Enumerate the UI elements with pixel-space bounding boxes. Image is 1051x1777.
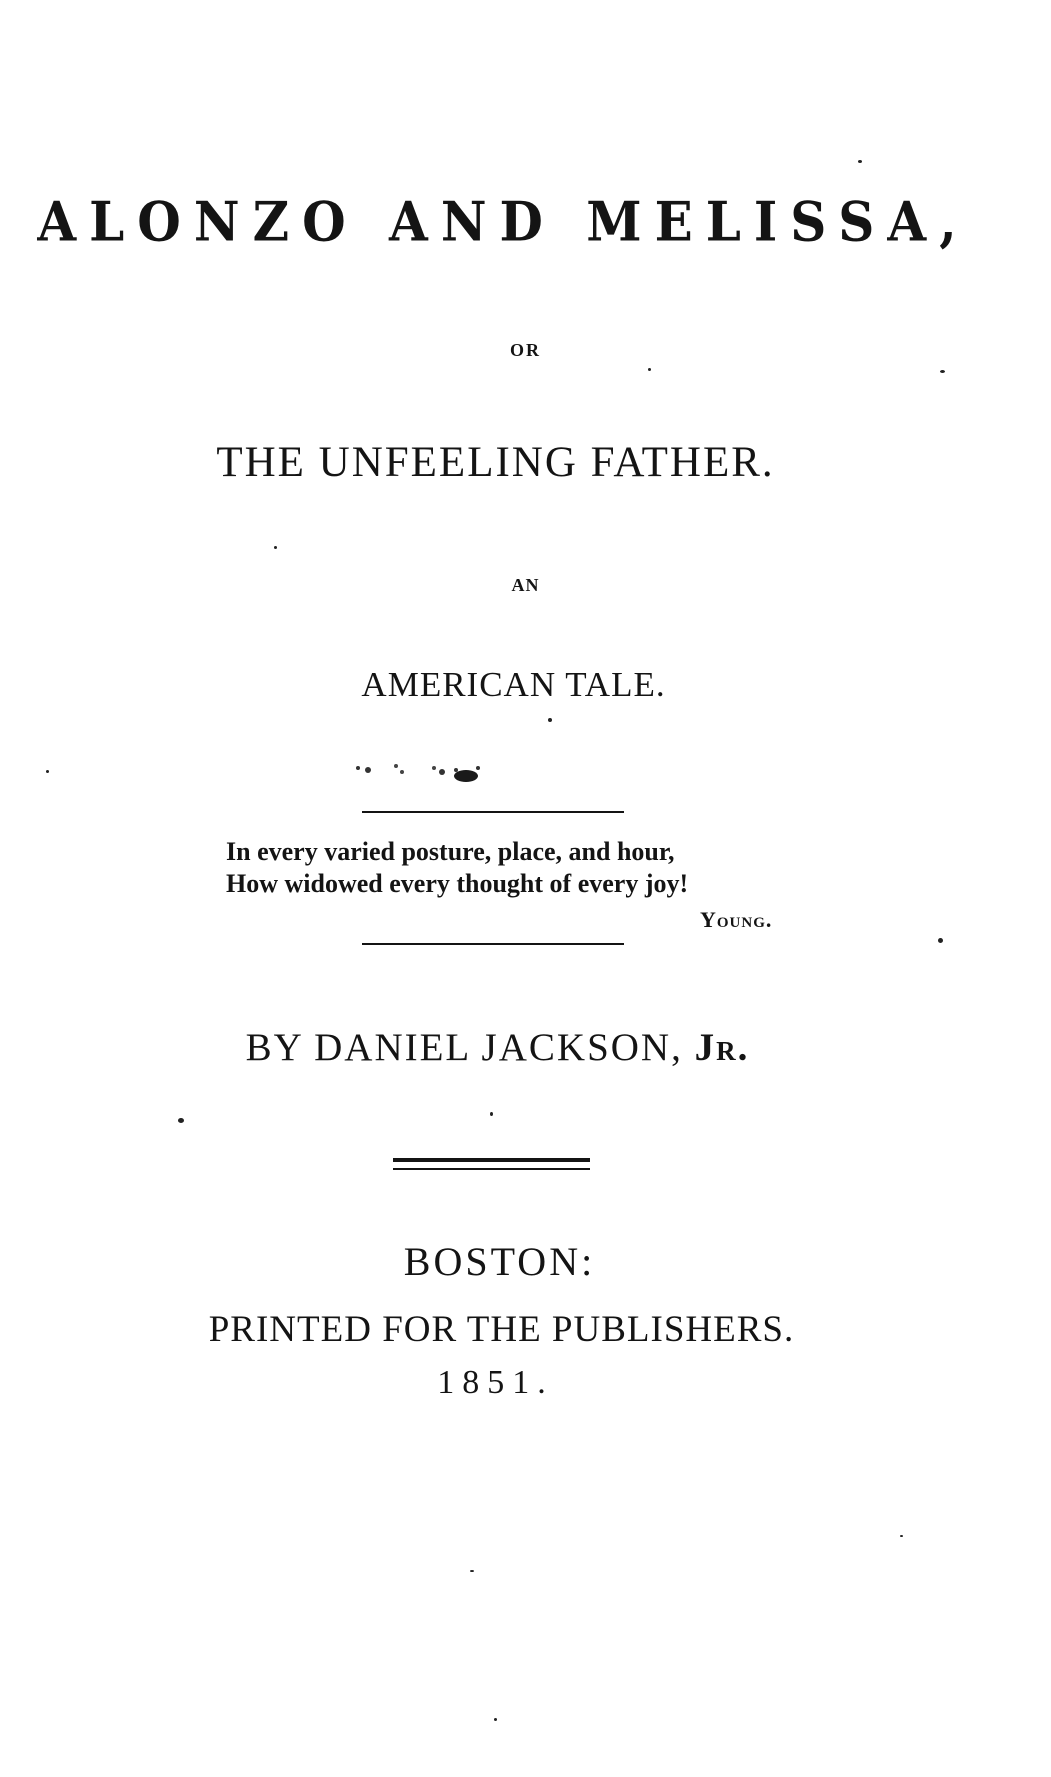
epigraph-line-1: In every varied posture, place, and hour, <box>226 837 675 866</box>
paper-speck <box>274 546 277 549</box>
author-line <box>0 1025 1023 1070</box>
epigraph <box>226 836 688 900</box>
author-name: BY DANIEL JACKSON, <box>245 1026 683 1069</box>
paper-speck <box>46 770 49 773</box>
paper-speck <box>548 718 552 722</box>
imprint-rule-thin <box>393 1168 590 1170</box>
paper-speck <box>858 160 862 163</box>
imprint-year: 1851. <box>437 1364 554 1401</box>
paper-speck <box>470 1570 474 1572</box>
epigraph-line-2: How widowed every thought of every joy! <box>226 869 689 898</box>
imprint-rule-thick <box>393 1158 590 1162</box>
imprint-city: BOSTON: <box>403 1239 596 1284</box>
epigraph-attribution: Young. <box>700 907 773 932</box>
epigraph-top-rule <box>362 811 624 813</box>
genre-line: AMERICAN TALE. <box>361 665 666 704</box>
paper-speck <box>648 368 651 371</box>
ink-blot-ornament <box>338 752 538 792</box>
paper-speck <box>178 1118 184 1123</box>
paper-speck <box>490 1112 493 1116</box>
paper-speck <box>940 370 945 373</box>
paper-speck <box>494 1718 497 1721</box>
connector-or: OR <box>510 340 541 360</box>
connector-an: AN <box>511 575 540 595</box>
book-subtitle: THE UNFEELING FATHER. <box>216 439 775 486</box>
book-title: ALONZO AND MELISSA, <box>37 189 970 254</box>
author-suffix: Jr. <box>694 1026 750 1069</box>
paper-speck <box>938 938 943 943</box>
epigraph-bottom-rule <box>362 943 624 945</box>
imprint-printer: PRINTED FOR THE PUBLISHERS. <box>208 1309 795 1350</box>
paper-speck <box>900 1535 903 1537</box>
